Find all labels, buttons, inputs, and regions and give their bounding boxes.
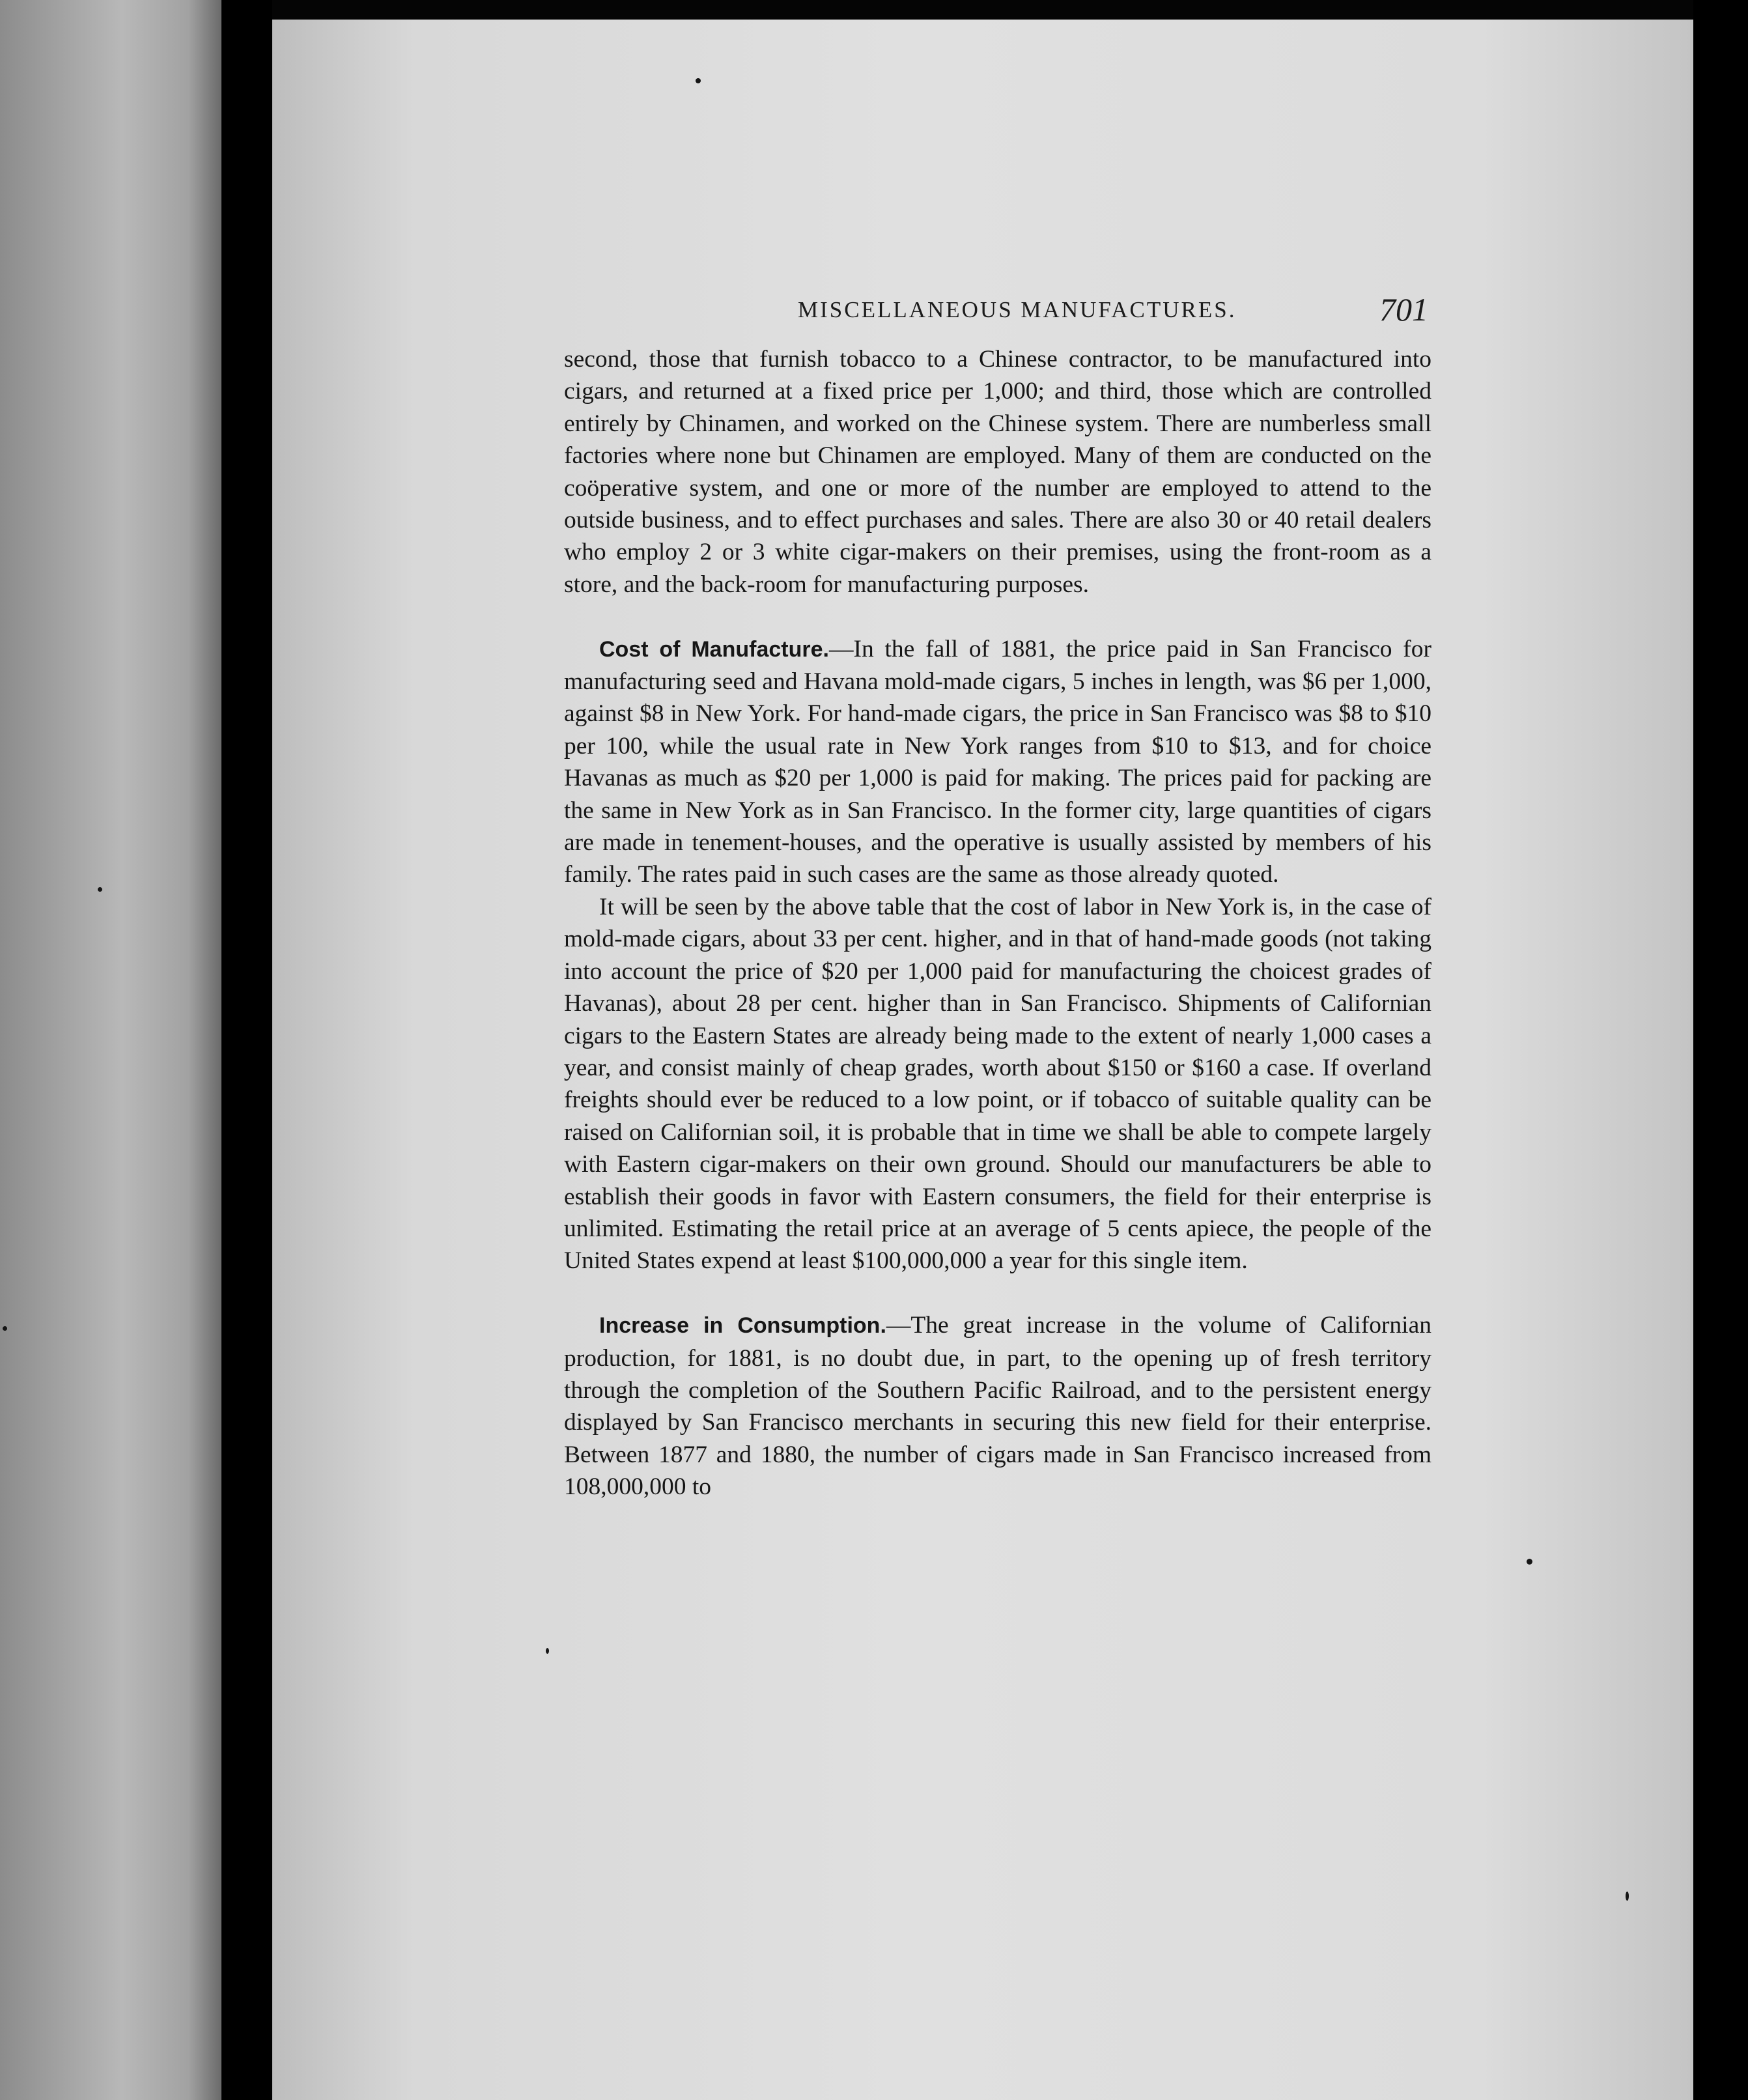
page-number: 701 bbox=[1379, 291, 1428, 328]
page-speck bbox=[1527, 1559, 1532, 1565]
facing-page-edge bbox=[0, 0, 221, 2100]
running-title: MISCELLANEOUS MANUFACTURES. bbox=[798, 297, 1237, 322]
facing-page-speck bbox=[98, 887, 102, 892]
scan-border bbox=[1693, 0, 1748, 2100]
body-text bbox=[564, 343, 1431, 1503]
paragraph-increase-in-consumption bbox=[564, 1309, 1431, 1503]
paragraph-cost-text: —In the fall of 1881, the price paid in San Francisco for manufacturing seed and Havana mold-made cigars, 5 inches in length, was $6 per 1,000, against $8 in New York. For hand-made cigars, the price in San Francisco was $8 to $10 per 100, while the usual rate in New York ranges from $10 to $13, and for choice Havanas as much as $20 per 1,000 is paid for making. The prices paid for packing are the same in New York as in San Francisco. In the former city, large quantities of cigars are made in tenement-houses, and the operative is usually assisted by members of his family. The rates paid in such cases are the same as those already quoted. bbox=[564, 635, 1431, 888]
section-heading-cost-of-manufacture: Cost of Manufacture. bbox=[599, 636, 829, 662]
section-heading-increase-in-consumption: Increase in Consumption. bbox=[599, 1313, 886, 1339]
book-gutter bbox=[221, 0, 272, 2100]
page-speck bbox=[696, 78, 701, 83]
paragraph-continuation: second, those that furnish tobacco to a Chinese contractor, to be manufactured into cigars, and returned at a fixed price per 1,000; and third, those which are controlled entirely by Chinamen, and worked on the Chinese system. There are numberless small factories where none but Chinamen are employed. Many of them are conducted on the coöperative system, and one or more of the number are employed to attend to the outside business, and to effect purchases and sales. There are also 30 or 40 retail dealers who employ 2 or 3 white cigar-makers on their premises, using the front-room as a store, and the back-room for manufacturing purposes. bbox=[564, 346, 1431, 598]
paragraph-increase-text: —The great increase in the volume of Californian production, for 1881, is no doubt due, in part, to the opening up of fresh territory through the completion of the Southern Pacific Railroad, and to the persistent energy displayed by San Francisco merchants in securing this new field for their enterprise. Between 1877 and 1880, the number of cigars made in San Francisco increased from 108,000,000 to bbox=[564, 1312, 1431, 1501]
page-speck bbox=[546, 1648, 549, 1654]
facing-page-speck bbox=[3, 1326, 7, 1331]
page-speck bbox=[1626, 1892, 1629, 1901]
paragraph-labor-comparison: It will be seen by the above table that the cost of labor in New York is, in the case of mold-made cigars, about 33 per cent. higher, and in that of hand-made goods (not taking into account the price of $20 per 1,000 paid for manufacturing the choicest grades of Havanas), about 28 per cent. higher than in San Francisco. Shipments of Californian cigars to the Eastern States are already being made to the extent of nearly 1,000 cases a year, and consist mainly of cheap grades, worth about $150 or $160 a case. If overland freights should ever be reduced to a low point, or if tobacco of suitable quality can be raised on Californian soil, it is probable that in time we shall be able to compete largely with Eastern cigar-makers on their own ground. Should our manufacturers be able to establish their goods in favor with Eastern consumers, the field for their enterprise is unlimited. Estimating the retail price at an average of 5 cents apiece, the people of the United States expend at least $100,000,000 a year for this single item. bbox=[564, 893, 1431, 1275]
paragraph-cost-of-manufacture bbox=[564, 633, 1431, 891]
